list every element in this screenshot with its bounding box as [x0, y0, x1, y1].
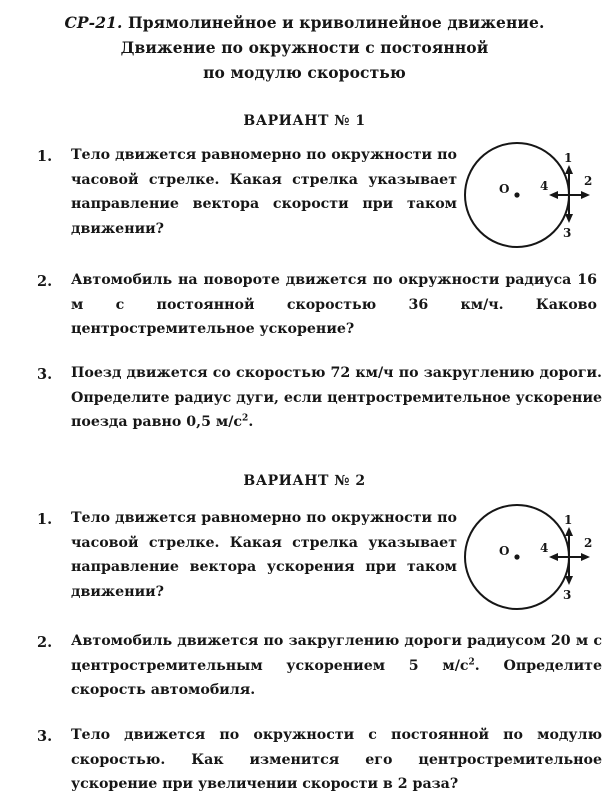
task-text — [71, 361, 602, 435]
task-text-end: . — [248, 414, 254, 430]
title-line-1 — [0, 13, 609, 32]
arrow-3-label: 3 — [563, 588, 572, 602]
task-number: 3. — [37, 728, 53, 745]
task-text-end: . Определите скорость автомобиля. — [71, 657, 602, 698]
center-label: O — [499, 544, 510, 558]
task-number: 2. — [37, 273, 53, 290]
task-number: 2. — [37, 634, 53, 651]
task-number: 1. — [37, 148, 53, 165]
arrow-3-label: 3 — [563, 226, 572, 240]
task-text-main: Автомобиль движется по закруглению дороги радиусом 20 м с центростремительным ускорением 5 м/с — [71, 633, 602, 674]
task-number: 1. — [37, 511, 53, 528]
task-text: Тело движется равномерно по окружности по часовой стрелке. Какая стрелка указывает направление вектора ускорения при таком движении? — [71, 510, 457, 600]
arrow-4-head — [549, 553, 558, 561]
arrow-4-label: 4 — [540, 179, 549, 193]
task-number: 3. — [37, 366, 53, 383]
arrow-4-label: 4 — [540, 541, 549, 555]
variant-1-heading: ВАРИАНТ № 1 — [243, 113, 366, 129]
task-text: Тело движется по окружности с постоянной по модулю скоростью. Как изменится его центростремительное ускорение при увеличении скорости в 2 раза? — [71, 727, 602, 792]
arrow-3-head — [565, 214, 573, 223]
arrow-1-label: 1 — [564, 513, 573, 527]
title-text-1: Прямолинейное и криволинейное движение. — [127, 13, 545, 32]
variant-2-heading: ВАРИАНТ № 2 — [243, 473, 366, 489]
task-text: Тело движется равномерно по окружности по часовой стрелке. Какая стрелка указывает направление вектора скорости при таком движении? — [71, 147, 457, 237]
variant-1-circle-diagram — [445, 138, 605, 268]
center-point — [514, 554, 519, 559]
center-label: O — [499, 182, 510, 196]
task-text-superscript: 2 — [242, 413, 249, 424]
task-text — [71, 629, 602, 703]
variant-2-circle-diagram — [445, 500, 605, 630]
arrow-3-head — [565, 576, 573, 585]
task-text-main: Поезд движется со скоростью 72 км/ч по закруглению дороги. Определите радиус дуги, если центростремительное ускорение поезда равно 0,5 м/с — [71, 365, 602, 430]
worksheet-code: СР-21. — [64, 13, 123, 32]
arrow-1-label: 1 — [564, 151, 573, 165]
title-line-2: Движение по окружности с постоянной — [120, 38, 489, 57]
arrow-1-head — [565, 527, 573, 536]
title-line-3: по модулю скоростью — [203, 63, 406, 82]
arrow-1-head — [565, 165, 573, 174]
task-text-superscript: 2 — [468, 656, 475, 667]
arrow-2-head — [581, 553, 590, 561]
arrow-2-label: 2 — [584, 174, 593, 188]
center-point — [514, 192, 519, 197]
task-text: Автомобиль на повороте движется по окружности радиуса 16 м с постоянной скоростью 36 км/ч. Каково центростремительное ускорение? — [71, 272, 597, 337]
arrow-2-label: 2 — [584, 536, 593, 550]
arrow-4-head — [549, 191, 558, 199]
arrow-2-head — [581, 191, 590, 199]
